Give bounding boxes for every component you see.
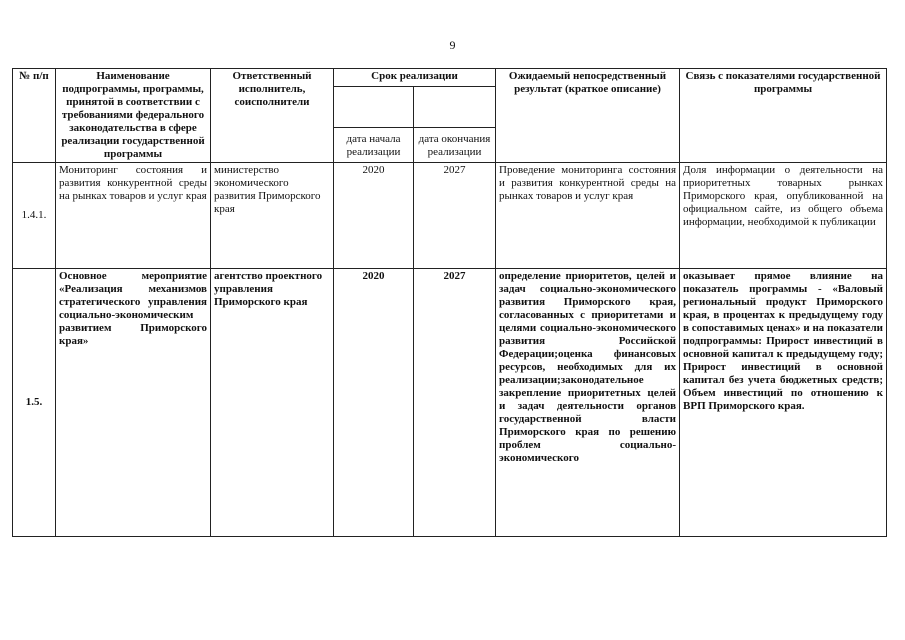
row-executor: агентство проектного управления Приморского края (211, 269, 334, 537)
row-end: 2027 (414, 163, 496, 269)
program-table (12, 68, 887, 537)
row-link: Доля информации о деятельности на приоритетных товарных рынках Приморского края, опубликованной на официальном сайте, из общего объема информации, необходимой к публикации (680, 163, 887, 269)
table-row (13, 269, 887, 537)
row-start: 2020 (334, 269, 414, 537)
header-spacer-start (334, 87, 414, 128)
header-spacer-end (414, 87, 496, 128)
table-row (13, 163, 887, 269)
row-result: Проведение мониторинга состояния и развития конкурентной среды на рынках товаров и услуг края (496, 163, 680, 269)
header-result: Ожидаемый непосредственный результат (краткое описание) (496, 69, 680, 163)
row-name: Основное мероприятие «Реализация механизмов стратегического управления социально-экономическим развитием Приморского края» (56, 269, 211, 537)
row-num: 1.5. (13, 269, 56, 537)
row-num: 1.4.1. (13, 163, 56, 269)
header-num: № п/п (13, 69, 56, 163)
row-executor: министерство экономического развития Приморского края (211, 163, 334, 269)
header-executor: Ответственный исполнитель, соисполнители (211, 69, 334, 163)
header-name: Наименование подпрограммы, программы, принятой в соответствии с требованиями федерального законодательства в сфере реализации государственной программы (56, 69, 211, 163)
row-link: оказывает прямое влияние на показатель программы - «Валовый региональный продукт Приморского края, в процентах к предыдущему году в сопоставимых ценах» и на показатели подпрограммы: Прирост инвестиций в основной капитал к предыдущему году; Прирост инвестиций в основной капитал без учета бюджетных средств; Объем инвестиций по отношению к ВРП Приморского края. (680, 269, 887, 537)
header-row (13, 69, 887, 87)
row-result: определение приоритетов, целей и задач социально-экономического развития Приморского края, согласованных с приоритетами и целями социально-экономического развития Российской Федерации;оценка финансовых ресурсов, необходимых для их реализации;законодательное закрепление приоритетных целей и задач деятельности органов государственной власти Приморского края по решению проблем социально-экономического (496, 269, 680, 537)
header-end: дата окончания реализации (414, 128, 496, 163)
page-number: 9 (449, 38, 456, 52)
header-link: Связь с показателями государственной программы (680, 69, 887, 163)
header-start: дата начала реализации (334, 128, 414, 163)
row-name: Мониторинг состояния и развития конкурентной среды на рынках товаров и услуг края (56, 163, 211, 269)
row-start: 2020 (334, 163, 414, 269)
header-term: Срок реализации (334, 69, 496, 87)
row-end: 2027 (414, 269, 496, 537)
